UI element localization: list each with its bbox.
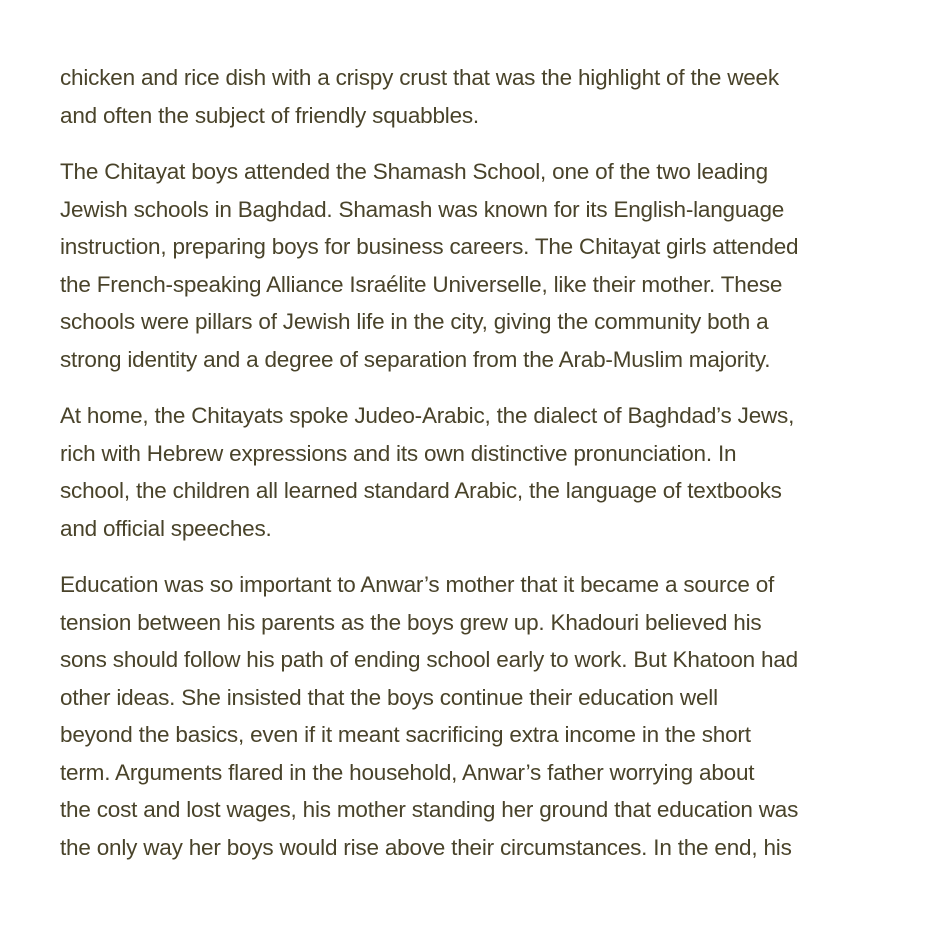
text-line: and official speeches. (60, 515, 272, 541)
text-line: term. Arguments flared in the household, Anwar’s father worrying about (60, 759, 755, 785)
text-line: other ideas. She insisted that the boys continue their education well (60, 684, 718, 710)
text-line: and often the subject of friendly squabbles. (60, 102, 479, 128)
text-line: the cost and lost wages, his mother standing her ground that education was (60, 797, 799, 822)
text-line: At home, the Chitayats spoke Judeo-Arabic, the dialect of Baghdad’s Jews, (60, 403, 795, 428)
paragraph-4 (60, 566, 890, 866)
paragraph-2 (60, 153, 890, 378)
text-line: the French-speaking Alliance Israélite Universelle, like their mother. These (60, 271, 783, 297)
text-line: beyond the basics, even if it meant sacrificing extra income in the short (60, 722, 751, 747)
paragraph-1 (60, 59, 890, 134)
text-line: tension between his parents as the boys grew up. Khadouri believed his (60, 609, 762, 635)
document-page (60, 59, 890, 885)
text-line: schools were pillars of Jewish life in the city, giving the community both a (60, 309, 769, 334)
text-line: the only way her boys would rise above their circumstances. In the end, his (60, 834, 792, 860)
text-line: sons should follow his path of ending school early to work. But Khatoon had (60, 647, 798, 672)
text-line: instruction, preparing boys for business careers. The Chitayat girls attended (60, 234, 799, 259)
text-line: strong identity and a degree of separation from the Arab-Muslim majority. (60, 346, 771, 372)
text-line: school, the children all learned standard Arabic, the language of textbooks (60, 478, 782, 503)
text-line: Education was so important to Anwar’s mother that it became a source of (60, 572, 775, 597)
text-line: Jewish schools in Baghdad. Shamash was known for its English-language (60, 196, 785, 222)
text-line: The Chitayat boys attended the Shamash School, one of the two leading (60, 159, 768, 184)
paragraph-3 (60, 397, 890, 547)
text-line: chicken and rice dish with a crispy crust that was the highlight of the week (60, 65, 779, 90)
text-line: rich with Hebrew expressions and its own distinctive pronunciation. In (60, 440, 737, 466)
